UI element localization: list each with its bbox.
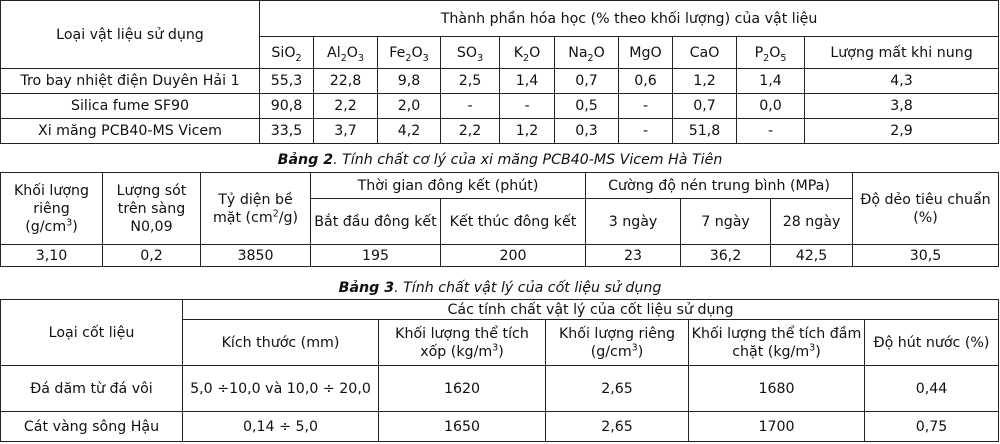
oxide-header: SiO$_2$ [260, 37, 314, 69]
table-cell: 55,3 [260, 69, 314, 94]
table-cell: 0,6 [619, 69, 673, 94]
table-cell: 2,65 [546, 366, 689, 412]
table-cell: 1,4 [737, 69, 805, 94]
table-cell: 0,0 [737, 94, 805, 119]
table-row [1, 119, 999, 144]
oxide-header: CaO [673, 37, 737, 69]
material-name: Silica fume SF90 [1, 94, 260, 119]
aggregate-name: Đá dăm từ đá vôi [1, 366, 183, 412]
table-cell: - [619, 119, 673, 144]
table-cell: 3,8 [805, 94, 999, 119]
density-header: Khối lượng riêng $(g/cm^3)$ [1, 173, 103, 245]
strength-3d-header: 3 ngày [586, 199, 681, 245]
table-cell: 0,14 ÷ 5,0 [183, 412, 379, 442]
table-cell: 2,2 [441, 119, 500, 144]
strength-7d-header: 7 ngày [681, 199, 771, 245]
table-cell: 22,8 [314, 69, 378, 94]
table-cell: 0,7 [673, 94, 737, 119]
table-row [1, 69, 999, 94]
table-cell: 0,5 [555, 94, 619, 119]
table-cell: 2,0 [378, 94, 441, 119]
table-cell: 4,3 [805, 69, 999, 94]
table3-caption: Bảng 3. Tính chất vật lý của cốt liệu sử dụng [338, 280, 662, 296]
table-cell: 23 [586, 245, 681, 267]
table-cell: 2,9 [805, 119, 999, 144]
table-cell: 0,3 [555, 119, 619, 144]
table-cell: 1620 [379, 366, 546, 412]
cement-properties-table [0, 172, 999, 267]
strength-28d-header: 28 ngày [771, 199, 853, 245]
table-cell: 0,75 [865, 412, 999, 442]
table-cell: 4,2 [378, 119, 441, 144]
table-cell: 1680 [689, 366, 865, 412]
table-row [1, 366, 999, 412]
oxide-header: $SO_3$ [441, 37, 500, 69]
table-cell: 9,8 [378, 69, 441, 94]
residue-header: Lượng sót trên sàng N0,09 [103, 173, 201, 245]
aggregate-properties-table [0, 299, 999, 442]
aggregate-group-header: Các tính chất vật lý của cốt liệu sử dụng [183, 300, 999, 320]
aggregate-name: Cát vàng sông Hậu [1, 412, 183, 442]
oxide-header: $P_2O_5$ [737, 37, 805, 69]
compacted-density-header: Khối lượng thể tích đầm chặt $(kg/m^3)$ [689, 320, 865, 366]
material-type-header: Loại vật liệu sử dụng [1, 1, 260, 69]
oxide-header: $K_2O$ [500, 37, 555, 69]
table-cell: 90,8 [260, 94, 314, 119]
table-row [1, 412, 999, 442]
table-cell: - [619, 94, 673, 119]
table-cell: 2,65 [546, 412, 689, 442]
consistency-header: Độ dẻo tiêu chuẩn (%) [853, 173, 999, 245]
material-name: Tro bay nhiệt điện Duyên Hải 1 [1, 69, 260, 94]
size-header: Kích thước (mm) [183, 320, 379, 366]
composition-group-header: Thành phần hóa học (% theo khối lượng) của vật liệu [260, 1, 999, 37]
table-cell: 1650 [379, 412, 546, 442]
loss-on-ignition-header: Lượng mất khi nung [805, 37, 999, 69]
oxide-header: MgO [619, 37, 673, 69]
oxide-header: $Na_2O$ [555, 37, 619, 69]
table-cell: 0,7 [555, 69, 619, 94]
table-cell: 0,2 [103, 245, 201, 267]
table-row [1, 94, 999, 119]
setting-time-header: Thời gian đông kết (phút) [311, 173, 586, 199]
table-cell: 0,44 [865, 366, 999, 412]
oxide-header: $Al_2O_3$ [314, 37, 378, 69]
table-cell: 1700 [689, 412, 865, 442]
set-end-header: Kết thúc đông kết [441, 199, 586, 245]
table-cell: - [500, 94, 555, 119]
loose-density-header: Khối lượng thể tích xốp $(kg/m^3)$ [379, 320, 546, 366]
table-cell: 33,5 [260, 119, 314, 144]
aggregate-type-header: Loại cốt liệu [1, 300, 183, 366]
chemical-composition-table [0, 0, 999, 144]
table-cell: 3,10 [1, 245, 103, 267]
table-cell: 3,7 [314, 119, 378, 144]
water-absorption-header: Độ hút nước (%) [865, 320, 999, 366]
table-cell: - [441, 94, 500, 119]
table-cell: 2,5 [441, 69, 500, 94]
material-name: Xi măng PCB40-MS Vicem [1, 119, 260, 144]
table-cell: 200 [441, 245, 586, 267]
table-cell: 1,2 [673, 69, 737, 94]
surface-area-header: Tỷ diện bề mặt $(cm^2/g)$ [201, 173, 311, 245]
table-cell: 42,5 [771, 245, 853, 267]
table-cell: 1,4 [500, 69, 555, 94]
specific-density-header: Khối lượng riêng $(g/cm^3)$ [546, 320, 689, 366]
table-cell: 1,2 [500, 119, 555, 144]
table-cell: - [737, 119, 805, 144]
table-row [1, 245, 999, 267]
table-cell: 195 [311, 245, 441, 267]
table-cell: 30,5 [853, 245, 999, 267]
set-start-header: Bắt đầu đông kết [311, 199, 441, 245]
table-cell: 2,2 [314, 94, 378, 119]
compressive-strength-header: Cường độ nén trung bình (MPa) [586, 173, 853, 199]
table-cell: 5,0 ÷10,0 và 10,0 ÷ 20,0 [183, 366, 379, 412]
oxide-header: $Fe_2O_3$ [378, 37, 441, 69]
table-cell: 3850 [201, 245, 311, 267]
table-cell: 36,2 [681, 245, 771, 267]
table2-caption: Bảng 2. Tính chất cơ lý của xi măng PCB40-MS Vicem Hà Tiên [277, 152, 723, 168]
table-cell: 51,8 [673, 119, 737, 144]
